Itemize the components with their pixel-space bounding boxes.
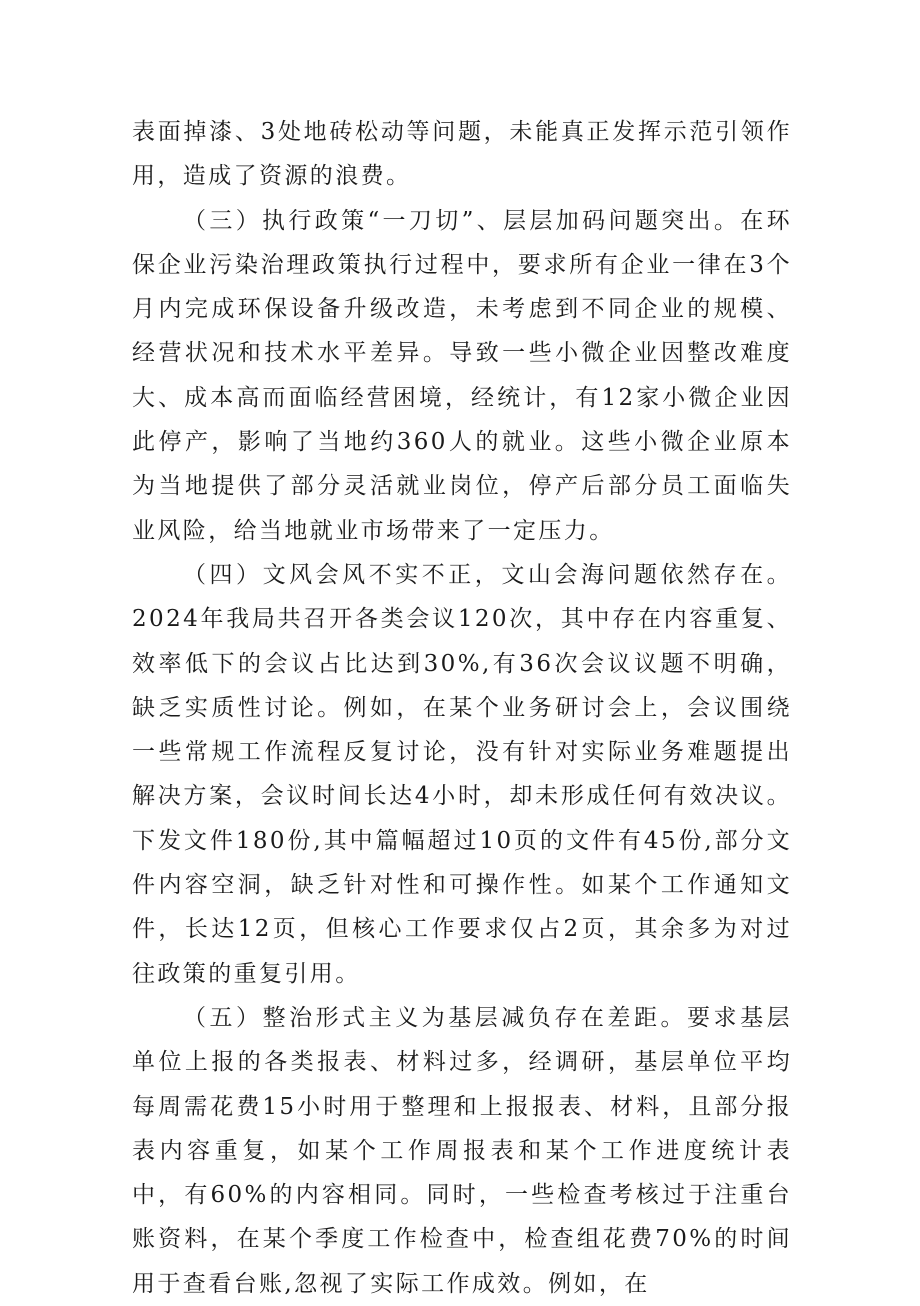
paragraph-text: 要求基层单位上报的各类报表、材料过多，经调研，基层单位平均每周需花费15小时用于整理和上报报表、材料，且部分报表内容重复，如某个工作周报表和某个工作进度统计表中，有60%的内容相同。同时，一些检查考核过于注重台账资料，在某个季度工作检查中，检查组花费70%的时间用于查看台账,忽视了实际工作成效。例如，在	[132, 1004, 792, 1297]
paragraph-text: 在环保企业污染治理政策执行过程中，要求所有企业一律在3个月内完成环保设备升级改造，未考虑到不同企业的规模、经营状况和技术水平差异。导致一些小微企业因整改难度大、成本高而面临经营困境，经统计，有12家小微企业因此停产，影响了当地约360人的就业。这些小微企业原本为当地提供了部分灵活就业岗位，停产后部分员工面临失业风险，给当地就业市场带来了一定压力。	[132, 207, 792, 544]
document-body	[132, 110, 792, 1306]
paragraph-section-5	[132, 996, 792, 1306]
section-heading: （五）整治形式主义为基层减负存在差距。	[183, 1004, 688, 1031]
paragraph-section-3	[132, 199, 792, 553]
section-heading: （四）文风会风不实不正，文山会海问题依然存在。	[183, 561, 792, 588]
paragraph-text: 2024年我局共召开各类会议120次，其中存在内容重复、效率低下的会议占比达到30%,有36次会议议题不明确，缺乏实质性讨论。例如，在某个业务研讨会上，会议围绕一些常规工作流程反复讨论，没有针对实际业务难题提出解决方案，会议时间长达4小时，却未形成任何有效决议。下发文件180份,其中篇幅超过10页的文件有45份,部分文件内容空洞，缺乏针对性和可操作性。如某个工作通知文件，长达12页，但核心工作要求仅占2页，其余多为对过往政策的重复引用。	[132, 606, 792, 987]
paragraph-text: 表面掉漆、3处地砖松动等问题，未能真正发挥示范引领作用，造成了资源的浪费。	[132, 119, 792, 190]
paragraph-section-4	[132, 553, 792, 996]
paragraph-continued	[132, 110, 792, 199]
section-heading: （三）执行政策“一刀切”、层层加码问题突出。	[183, 207, 741, 234]
